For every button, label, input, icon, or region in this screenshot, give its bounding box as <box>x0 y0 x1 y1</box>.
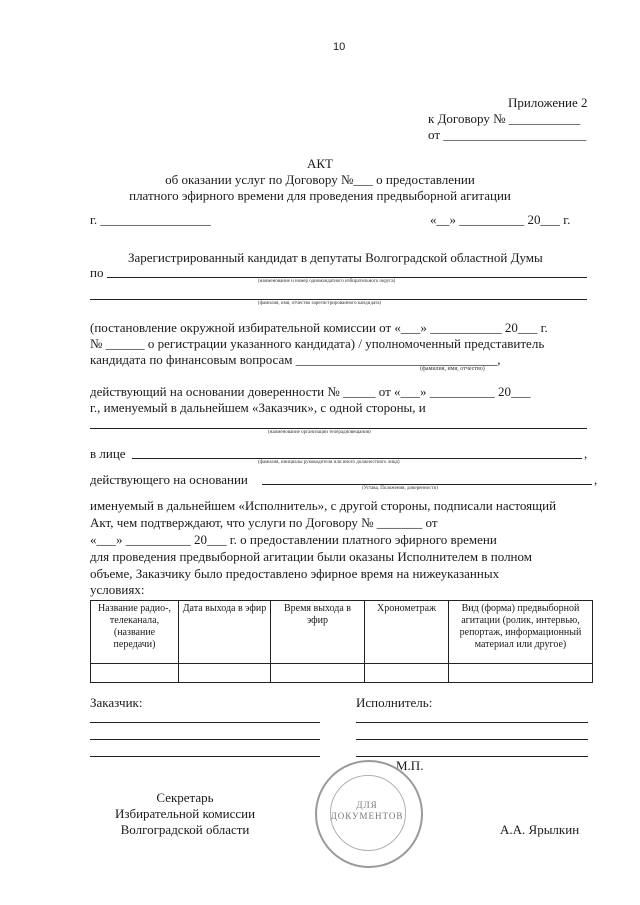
table-cell <box>449 664 593 683</box>
seal-text: ДЛЯ ДОКУМЕНТОВ <box>330 800 404 821</box>
table-cell <box>91 664 179 683</box>
representative-hint: (фамилия, имя, отчество) <box>420 366 485 372</box>
representative-name-hint: (фамилия, инициалы руководителя или иного должностного лица) <box>258 460 400 465</box>
broadcaster-line <box>90 428 587 429</box>
executor-line-2: Акт, чем подтверждают, что услуги по Договору № _______ от <box>90 515 438 530</box>
resolution-line-3: кандидата по финансовым вопросам _______________________________, <box>90 352 501 367</box>
customer-sign-line-3 <box>90 756 320 757</box>
act-title: АКТ <box>307 156 333 171</box>
executor-line-1: именуемый в дальнейшем «Исполнитель», с другой стороны, подписали настоящий <box>90 498 557 513</box>
executor-line-3: «___» __________ 20___ г. о предоставлении платного эфирного времени <box>90 532 497 547</box>
table-header-date: Дата выхода в эфир <box>179 601 271 664</box>
customer-sign-line-1 <box>90 722 320 723</box>
power-of-attorney-line-1: действующий на основании доверенности № _____ от «___» __________ 20___ <box>90 384 531 399</box>
executor-sign-line-2 <box>356 739 588 740</box>
footer-organization: Избирательной комиссии <box>114 806 256 821</box>
executor-label: Исполнитель: <box>356 695 433 710</box>
power-of-attorney-line-2: г., именуемый в дальнейшем «Заказчик», с одной стороны, и <box>90 400 426 415</box>
representative-line <box>132 458 582 459</box>
table-header-channel: Название радио-, телеканала, (название передачи) <box>91 601 179 664</box>
candidate-line: Зарегистрированный кандидат в депутаты Волгоградской областной Думы <box>128 250 543 265</box>
acting-basis-hint: (Устава, Положения, доверенности) <box>362 486 439 491</box>
acting-basis-label: действующего на основании <box>90 472 248 487</box>
appendix-line-2: к Договору № ___________ <box>428 111 581 126</box>
resolution-line-1: (постановление окружной избирательной комиссии от «___» ___________ 20___ г. <box>90 320 548 335</box>
executor-line-4: для проведения предвыборной агитации были оказаны Исполнителем в полном <box>90 549 532 564</box>
table-header-row <box>91 601 593 664</box>
acting-basis-line <box>262 484 592 485</box>
table-cell <box>271 664 365 683</box>
district-label: по <box>90 265 104 280</box>
executor-line-6: условиях: <box>90 582 145 597</box>
candidate-name-hint: (фамилия, имя, отчество зарегистрированного кандидата) <box>258 301 382 306</box>
seal-place-label: М.П. <box>396 758 424 773</box>
broadcaster-hint: (наименование организации телерадиовещания) <box>268 430 371 435</box>
table-cell <box>179 664 271 683</box>
resolution-line-2: № ______ о регистрации указанного кандидата) / уполномоченный представитель <box>90 336 545 351</box>
appendix-line-3: от ______________________ <box>428 127 587 142</box>
table-header-type: Вид (форма) предвыборной агитации (ролик, интервью, репортаж, информационный материал или другое) <box>449 601 593 664</box>
page-number: 10 <box>333 41 346 53</box>
appendix-line-1: Приложение 2 <box>508 95 588 110</box>
table-cell <box>365 664 449 683</box>
table-header-time: Время выхода в эфир <box>271 601 365 664</box>
customer-label: Заказчик: <box>90 695 143 710</box>
executor-sign-line-1 <box>356 722 588 723</box>
district-line <box>107 277 587 278</box>
represented-by-end: , <box>584 446 588 461</box>
executor-sign-line-3 <box>356 756 588 757</box>
acting-basis-end: , <box>594 472 598 487</box>
broadcast-table <box>90 600 593 683</box>
table-header-duration: Хронометраж <box>365 601 449 664</box>
district-hint: (наименование и номер одномандатного избирательного округа) <box>258 279 396 284</box>
table-row <box>91 664 593 683</box>
candidate-name-line <box>90 299 587 300</box>
customer-sign-line-2 <box>90 739 320 740</box>
footer-position: Секретарь <box>156 790 214 805</box>
represented-by-label: в лице <box>90 446 126 461</box>
date-field: «__» __________ 20___ г. <box>430 212 571 227</box>
city-field: г. _________________ <box>90 212 211 227</box>
footer-region: Волгоградской области <box>120 822 250 837</box>
secretary-name: А.А. Ярылкин <box>500 822 580 837</box>
act-subtitle-2: платного эфирного времени для проведения предвыборной агитации <box>129 188 511 203</box>
executor-line-5: объеме, Заказчику было предоставлено эфирное время на нижеуказанных <box>90 566 500 581</box>
act-subtitle-1: об оказании услуг по Договору №___ о предоставлении <box>165 172 475 187</box>
